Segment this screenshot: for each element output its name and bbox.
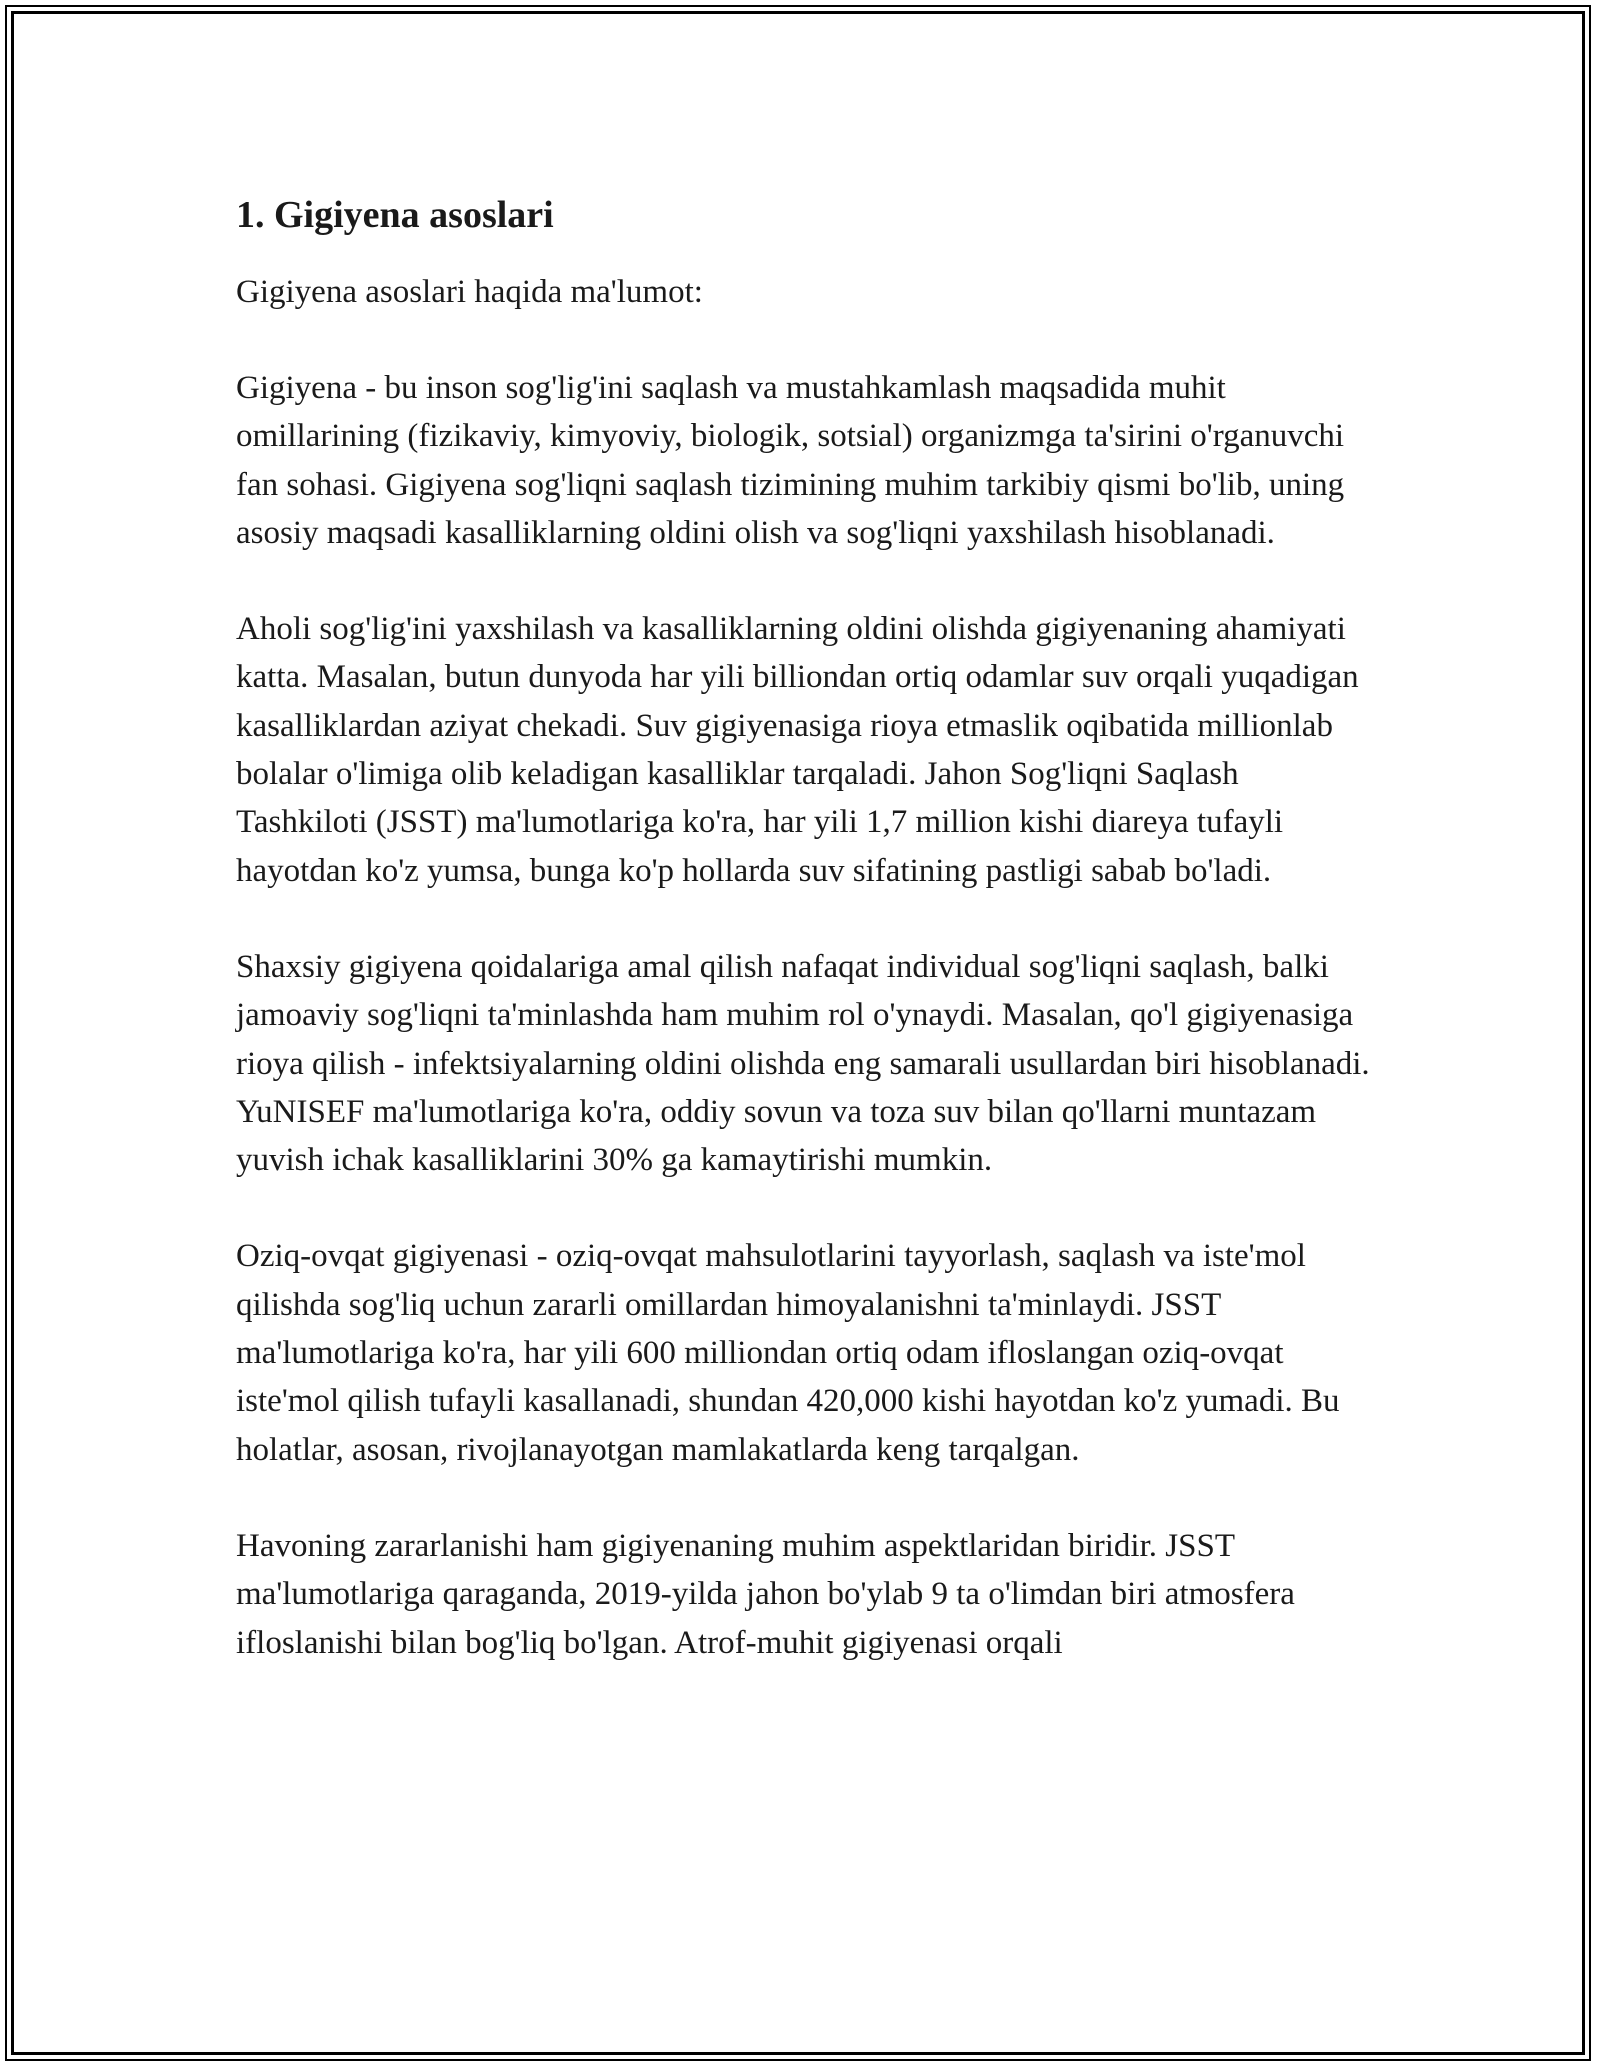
section-title: 1. Gigiyena asoslari xyxy=(236,194,554,236)
paragraph-4: Oziq-ovqat gigiyenasi - oziq-ovqat mahsulotlarini tayyorlash, saqlash va iste'mol qilishda sog'liq uchun zararli omillardan himoyalanishni ta'minlaydi. JSST ma'lumotlariga ko'ra, har yili 600 milliondan ortiq odam ifloslangan oziq-ovqat iste'mol qilish tufayli kasallanadi, shundan 420,000 kishi hayotdan ko'z yumadi. Bu holatlar, asosan, rivojlanayotgan mamlakatlarda keng tarqalgan. xyxy=(236,1238,1340,1468)
paragraph-2: Aholi sog'lig'ini yaxshilash va kasalliklarning oldini olishda gigiyenaning ahamiyati katta. Masalan, butun dunyoda har yili billiondan ortiq odamlar suv orqali yuqadigan kasalliklardan aziyat chekadi. Suv gigiyenasiga rioya etmaslik oqibatida millionlab bolalar o'limiga olib keladigan kasalliklar tarqaladi. Jahon Sog'liqni Saqlash Tashkiloti (JSST) ma'lumotlariga ko'ra, har yili 1,7 million kishi diareya tufayli hayotdan ko'z yumsa, bunga ko'p hollarda suv sifatining pastligi sabab bo'ladi. xyxy=(236,611,1359,889)
paragraph-1: Gigiyena - bu inson sog'lig'ini saqlash va mustahkamlash maqsadida muhit omillarining (fizikaviy, kimyoviy, biologik, sotsial) organizmga ta'sirini o'rganuvchi fan sohasi. Gigiyena sog'liqni saqlash tizimining muhim tarkibiy qismi bo'lib, uning asosiy maqsadi kasalliklarning oldini olish va sog'liqni yaxshilash hisoblanadi. xyxy=(236,370,1345,551)
document-body xyxy=(236,190,1376,1715)
paragraph-5: Havoning zararlanishi ham gigiyenaning muhim aspektlaridan biridir. JSST ma'lumotlariga qaraganda, 2019-yilda jahon bo'ylab 9 ta o'limdan biri atmosfera ifloslanishi bilan bog'liq bo'lgan. Atrof-muhit gigiyenasi orqali xyxy=(236,1527,1295,1661)
paragraph-3: Shaxsiy gigiyena qoidalariga amal qilish nafaqat individual sog'liqni saqlash, balki jamoaviy sog'liqni ta'minlashda ham muhim rol o'ynaydi. Masalan, qo'l gigiyenasiga rioya qilish - infektsiyalarning oldini olishda eng samarali usullardan biri hisoblanadi. YuNISEF ma'lumotlariga ko'ra, oddiy sovun va toza suv bilan qo'llarni muntazam yuvish ichak kasalliklarini 30% ga kamaytirishi mumkin. xyxy=(236,948,1370,1179)
intro-line: Gigiyena asoslari haqida ma'lumot: xyxy=(236,274,703,310)
